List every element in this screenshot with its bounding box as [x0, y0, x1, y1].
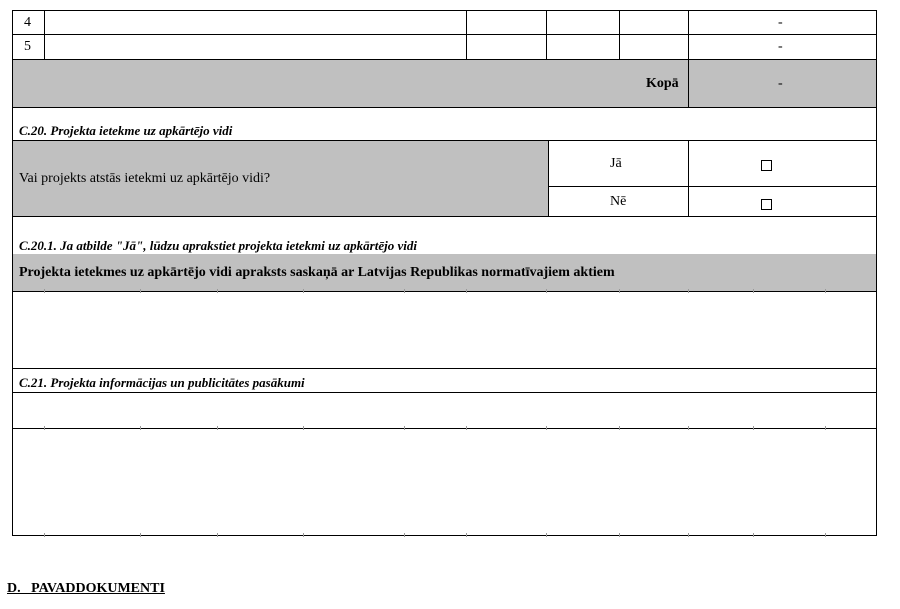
row-value: - — [778, 39, 783, 54]
c20-no-label: Nē — [610, 194, 627, 209]
description-header: Projekta ietekmes uz apkārtējo vidi apraksts saskaņā ar Latvijas Republikas normatīvajiem aktiem — [19, 265, 615, 280]
section-c21-title: C.21. Projekta informācijas un publicitātes pasākumi — [19, 375, 305, 390]
description-field[interactable] — [13, 292, 876, 368]
row-value: - — [778, 15, 783, 30]
total-label: Kopā — [646, 76, 679, 91]
no-checkbox[interactable] — [761, 199, 772, 210]
total-value: - — [778, 76, 783, 91]
section-d-title: D. PAVADDOKUMENTI — [7, 581, 165, 596]
total-row-bg — [12, 59, 876, 107]
row-number: 4 — [24, 15, 31, 30]
yes-checkbox[interactable] — [761, 160, 772, 171]
publicity-field-2[interactable] — [13, 429, 876, 535]
c20-yes-label: Jā — [610, 156, 622, 171]
section-c20-title: C.20. Projekta ietekme uz apkārtējo vidi — [19, 123, 233, 138]
section-c20-1-title: C.20.1. Ja atbilde "Jā", lūdzu aprakstiet projekta ietekmi uz apkārtējo vidi — [19, 238, 417, 253]
publicity-field-1[interactable] — [13, 393, 876, 428]
c20-question: Vai projekts atstās ietekmi uz apkārtējo vidi? — [19, 171, 271, 186]
row-number: 5 — [24, 39, 31, 54]
